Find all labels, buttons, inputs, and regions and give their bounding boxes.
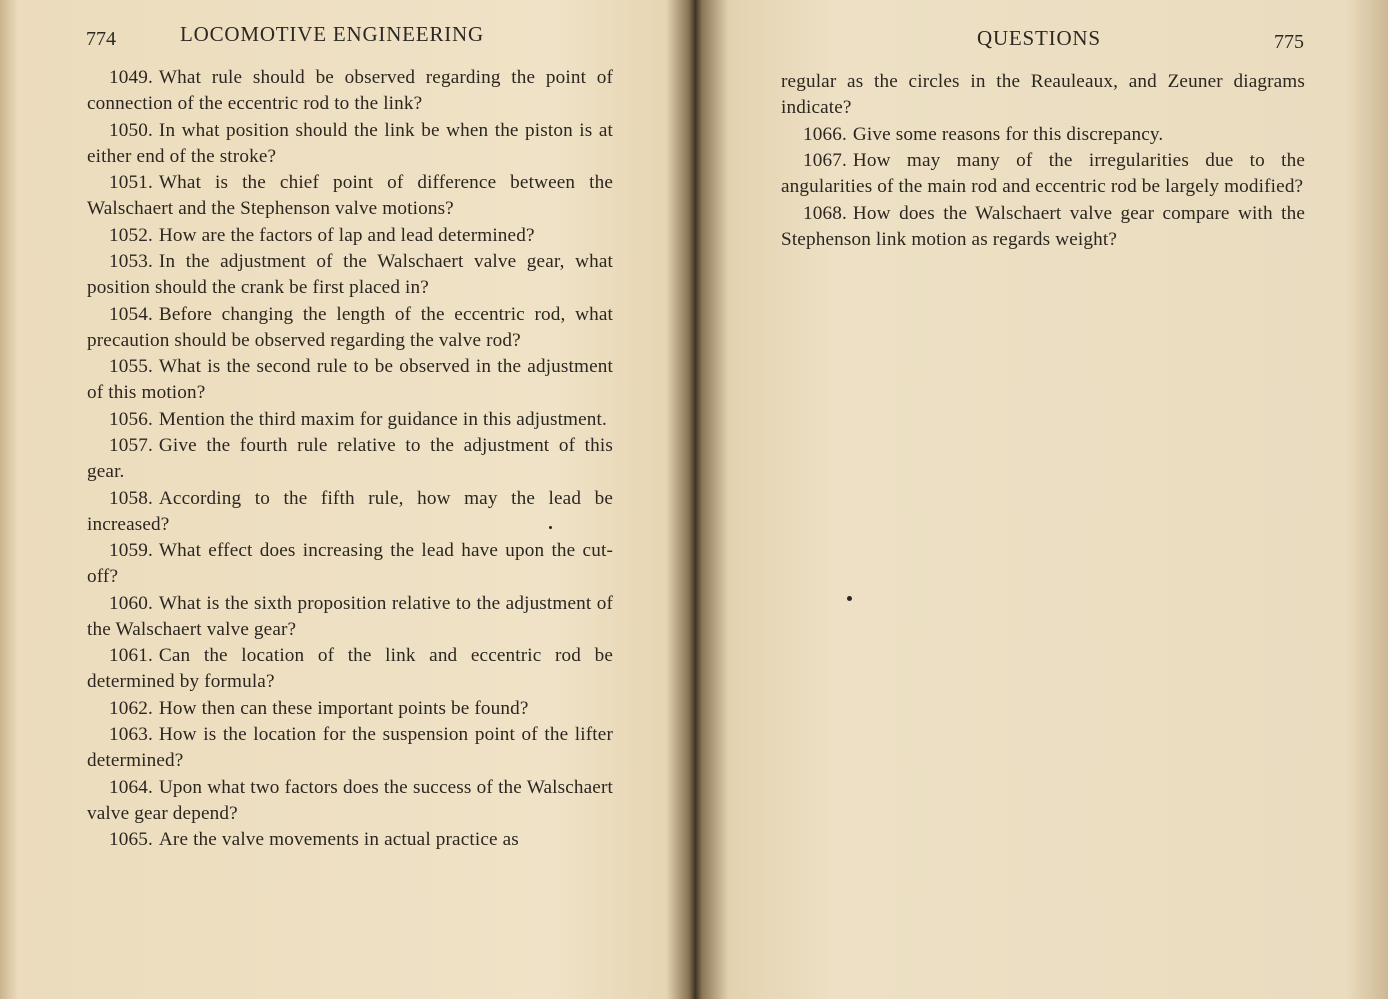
question-item: 1067. How may many of the irregularities due to the angularities of the main rod and eccentric rod be largely modified? [781,150,1305,197]
question-item: 1055. What is the second rule to be observed in the adjustment of this motion? [87,356,613,403]
question-item: 1051. What is the chief point of difference between the Walschaert and the Stephenson valve motions? [87,172,613,219]
right-question-list [781,69,1305,253]
right-page [700,0,1388,999]
question-item: 1057. Give the fourth rule relative to the adjustment of this gear. [87,435,613,482]
question-item: 1065. Are the valve movements in actual practice as [109,829,519,850]
question-item: 1063. How is the location for the suspension point of the lifter determined? [87,724,613,771]
question-item: 1056. Mention the third maxim for guidance in this adjustment. [109,408,607,430]
left-question-list [87,65,613,854]
left-page-number: 774 [86,28,116,50]
question-item: 1064. Upon what two factors does the success of the Walschaert valve gear depend? [87,776,613,824]
question-item: 1062. How then can these important points be found? [109,697,529,719]
question-item: 1068. How does the Walschaert valve gear compare with the Stephenson link motion as regards weight? [781,202,1305,250]
ink-speck [847,596,852,601]
question-item: 1052. How are the factors of lap and lead determined? [109,224,535,246]
question-item: 1058. According to the fifth rule, how may the lead be increased? [87,487,613,535]
question-item: 1054. Before changing the length of the eccentric rod, what precaution should be observed regarding the valve rod? [87,303,613,351]
question-item: 1049. What rule should be observed regarding the point of connection of the eccentric rod to the link? [87,67,613,114]
left-page [0,0,690,999]
question-item: 1060. What is the sixth proposition relative to the adjustment of the Walschaert valve gear? [87,592,613,640]
question-continuation: regular as the circles in the Reauleaux, and Zeuner diagrams indicate? [781,71,1305,118]
right-running-head: QUESTIONS [977,26,1101,50]
question-item: 1066. Give some reasons for this discrepancy. [803,123,1164,145]
ink-speck [549,526,552,529]
question-item: 1053. In the adjustment of the Walschaert valve gear, what position should the crank be first placed in? [87,251,613,298]
right-page-number: 775 [1274,31,1304,53]
question-item: 1061. Can the location of the link and eccentric rod be determined by formula? [87,645,613,692]
question-item: 1059. What effect does increasing the lead have upon the cut-off? [87,540,613,587]
left-running-head: LOCOMOTIVE ENGINEERING [180,22,484,46]
question-item: 1050. In what position should the link be when the piston is at either end of the stroke? [87,119,613,167]
